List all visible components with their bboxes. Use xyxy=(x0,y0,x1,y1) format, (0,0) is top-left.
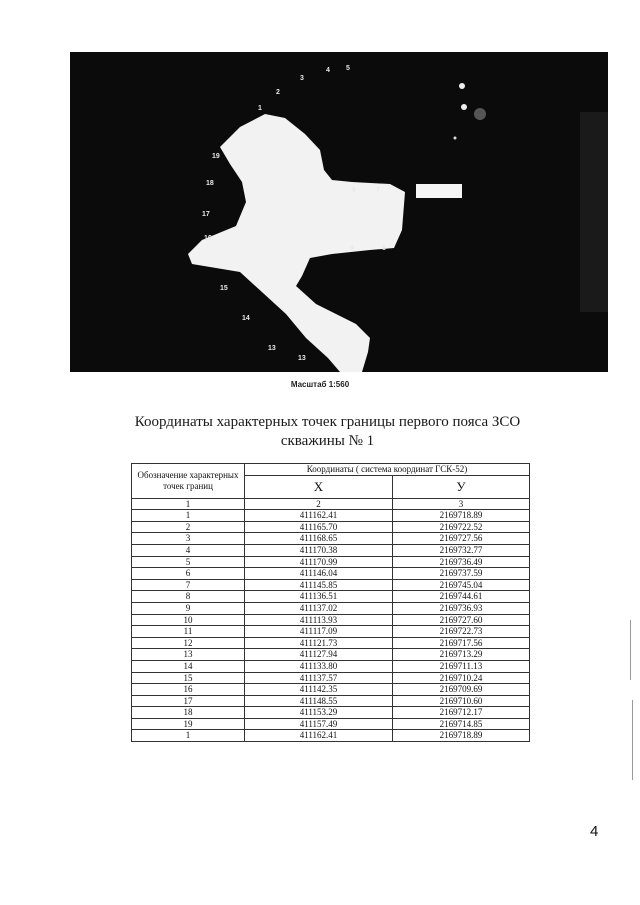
table-row xyxy=(132,695,530,707)
table-row xyxy=(132,660,530,672)
x-coordinate: 411121.73 xyxy=(245,637,393,649)
y-coordinate: 2169717.56 xyxy=(393,637,530,649)
x-coordinate: 411133.80 xyxy=(245,660,393,672)
y-header: У xyxy=(393,475,530,498)
table-row xyxy=(132,626,530,638)
map-blob xyxy=(474,108,486,120)
point-designation: 7 xyxy=(132,579,245,591)
x-coordinate: 411157.49 xyxy=(245,718,393,730)
map-point-label: 3 xyxy=(300,75,304,82)
point-designation: 6 xyxy=(132,568,245,580)
table-header-row xyxy=(132,464,530,476)
table-row xyxy=(132,649,530,661)
point-designation: 2 xyxy=(132,521,245,533)
map-point-label: 14 xyxy=(242,315,250,322)
y-coordinate: 2169745.04 xyxy=(393,579,530,591)
x-coordinate: 411162.41 xyxy=(245,730,393,742)
map-white-bar xyxy=(416,184,462,198)
y-coordinate: 2169732.77 xyxy=(393,544,530,556)
table-row xyxy=(132,568,530,580)
column-number: 2 xyxy=(245,498,393,510)
point-designation: 10 xyxy=(132,614,245,626)
x-coordinate: 411113.93 xyxy=(245,614,393,626)
y-coordinate: 2169737.59 xyxy=(393,568,530,580)
point-designation: 4 xyxy=(132,544,245,556)
table-row xyxy=(132,684,530,696)
table-row xyxy=(132,556,530,568)
x-coordinate: 411153.29 xyxy=(245,707,393,719)
map-image xyxy=(70,52,608,372)
map-dot xyxy=(459,83,465,89)
point-designation: 3 xyxy=(132,533,245,545)
point-designation: 1 xyxy=(132,510,245,522)
table-row xyxy=(132,533,530,545)
point-designation: 15 xyxy=(132,672,245,684)
table-title xyxy=(100,413,555,451)
table-row xyxy=(132,579,530,591)
map-point-label: 19 xyxy=(212,153,220,160)
map-point-label: 2 xyxy=(276,89,280,96)
y-coordinate: 2169710.60 xyxy=(393,695,530,707)
table-row xyxy=(132,637,530,649)
x-coordinate: 411137.57 xyxy=(245,672,393,684)
column-number: 1 xyxy=(132,498,245,510)
table-row xyxy=(132,672,530,684)
map-point-label: 5 xyxy=(346,65,350,72)
table-row xyxy=(132,707,530,719)
y-coordinate: 2169744.61 xyxy=(393,591,530,603)
point-designation: 19 xyxy=(132,718,245,730)
map-noise xyxy=(580,112,608,312)
y-coordinate: 2169710.24 xyxy=(393,672,530,684)
designation-header: Обозначение характерных точек границ xyxy=(132,464,245,499)
map-point-label: 18 xyxy=(206,180,214,187)
point-designation: 17 xyxy=(132,695,245,707)
y-coordinate: 2169712.17 xyxy=(393,707,530,719)
x-coordinate: 411162.41 xyxy=(245,510,393,522)
map-point-label: 1 xyxy=(258,105,262,112)
y-coordinate: 2169718.89 xyxy=(393,730,530,742)
point-designation: 16 xyxy=(132,684,245,696)
map-point-label: 9 xyxy=(350,245,354,252)
y-coordinate: 2169727.60 xyxy=(393,614,530,626)
map-point-label: 16 xyxy=(204,235,212,242)
point-designation: 8 xyxy=(132,591,245,603)
map-dot xyxy=(454,137,457,140)
map-point-label: 15 xyxy=(220,285,228,292)
x-coordinate: 411136.51 xyxy=(245,591,393,603)
y-coordinate: 2169727.56 xyxy=(393,533,530,545)
map-point-label: 4 xyxy=(326,67,330,74)
coordinates-header: Координаты ( система координат ГСК-52) xyxy=(245,464,530,476)
map-point-label: 17 xyxy=(202,211,210,218)
table-row xyxy=(132,730,530,742)
y-coordinate: 2169736.93 xyxy=(393,602,530,614)
x-coordinate: 411165.70 xyxy=(245,521,393,533)
x-coordinate: 411148.55 xyxy=(245,695,393,707)
x-coordinate: 411117.09 xyxy=(245,626,393,638)
point-designation: 18 xyxy=(132,707,245,719)
x-coordinate: 411170.99 xyxy=(245,556,393,568)
scan-artifact xyxy=(632,700,633,780)
x-coordinate: 411168.65 xyxy=(245,533,393,545)
point-designation: 13 xyxy=(132,649,245,661)
map-point-label: 13 xyxy=(298,355,306,362)
coordinates-table xyxy=(131,463,530,742)
scale-caption: Масштаб 1:560 xyxy=(290,380,350,389)
map-point-label: 6 xyxy=(352,187,356,194)
y-coordinate: 2169736.49 xyxy=(393,556,530,568)
point-designation: 9 xyxy=(132,602,245,614)
y-coordinate: 2169711.13 xyxy=(393,660,530,672)
column-number: 3 xyxy=(393,498,530,510)
map-point-label: 13 xyxy=(268,345,276,352)
x-coordinate: 411137.02 xyxy=(245,602,393,614)
y-coordinate: 2169714.85 xyxy=(393,718,530,730)
table-title-line1: Координаты характерных точек границы первого пояса ЗСО xyxy=(134,414,521,430)
scan-artifact xyxy=(630,620,631,680)
table-row xyxy=(132,544,530,556)
map-point-label: 8 xyxy=(382,245,386,252)
map-figure xyxy=(70,52,608,372)
table-row xyxy=(132,602,530,614)
page-number: 4 xyxy=(590,823,599,840)
table-row xyxy=(132,510,530,522)
point-designation: 11 xyxy=(132,626,245,638)
y-coordinate: 2169709.69 xyxy=(393,684,530,696)
map-point-label: 7 xyxy=(376,187,380,194)
point-designation: 12 xyxy=(132,637,245,649)
table-row xyxy=(132,591,530,603)
y-coordinate: 2169722.52 xyxy=(393,521,530,533)
point-designation: 1 xyxy=(132,730,245,742)
y-coordinate: 2169718.89 xyxy=(393,510,530,522)
y-coordinate: 2169713.29 xyxy=(393,649,530,661)
x-coordinate: 411142.35 xyxy=(245,684,393,696)
x-coordinate: 411127.94 xyxy=(245,649,393,661)
column-numbers-row xyxy=(132,498,530,510)
x-coordinate: 411146.04 xyxy=(245,568,393,580)
y-coordinate: 2169722.73 xyxy=(393,626,530,638)
table-row xyxy=(132,614,530,626)
table-row xyxy=(132,718,530,730)
table-title-line2: скважины № 1 xyxy=(280,433,375,449)
coordinates-table-body xyxy=(132,510,530,742)
x-coordinate: 411145.85 xyxy=(245,579,393,591)
table-row xyxy=(132,521,530,533)
x-header: X xyxy=(245,475,393,498)
x-coordinate: 411170.38 xyxy=(245,544,393,556)
point-designation: 5 xyxy=(132,556,245,568)
point-designation: 14 xyxy=(132,660,245,672)
map-dot xyxy=(461,104,467,110)
